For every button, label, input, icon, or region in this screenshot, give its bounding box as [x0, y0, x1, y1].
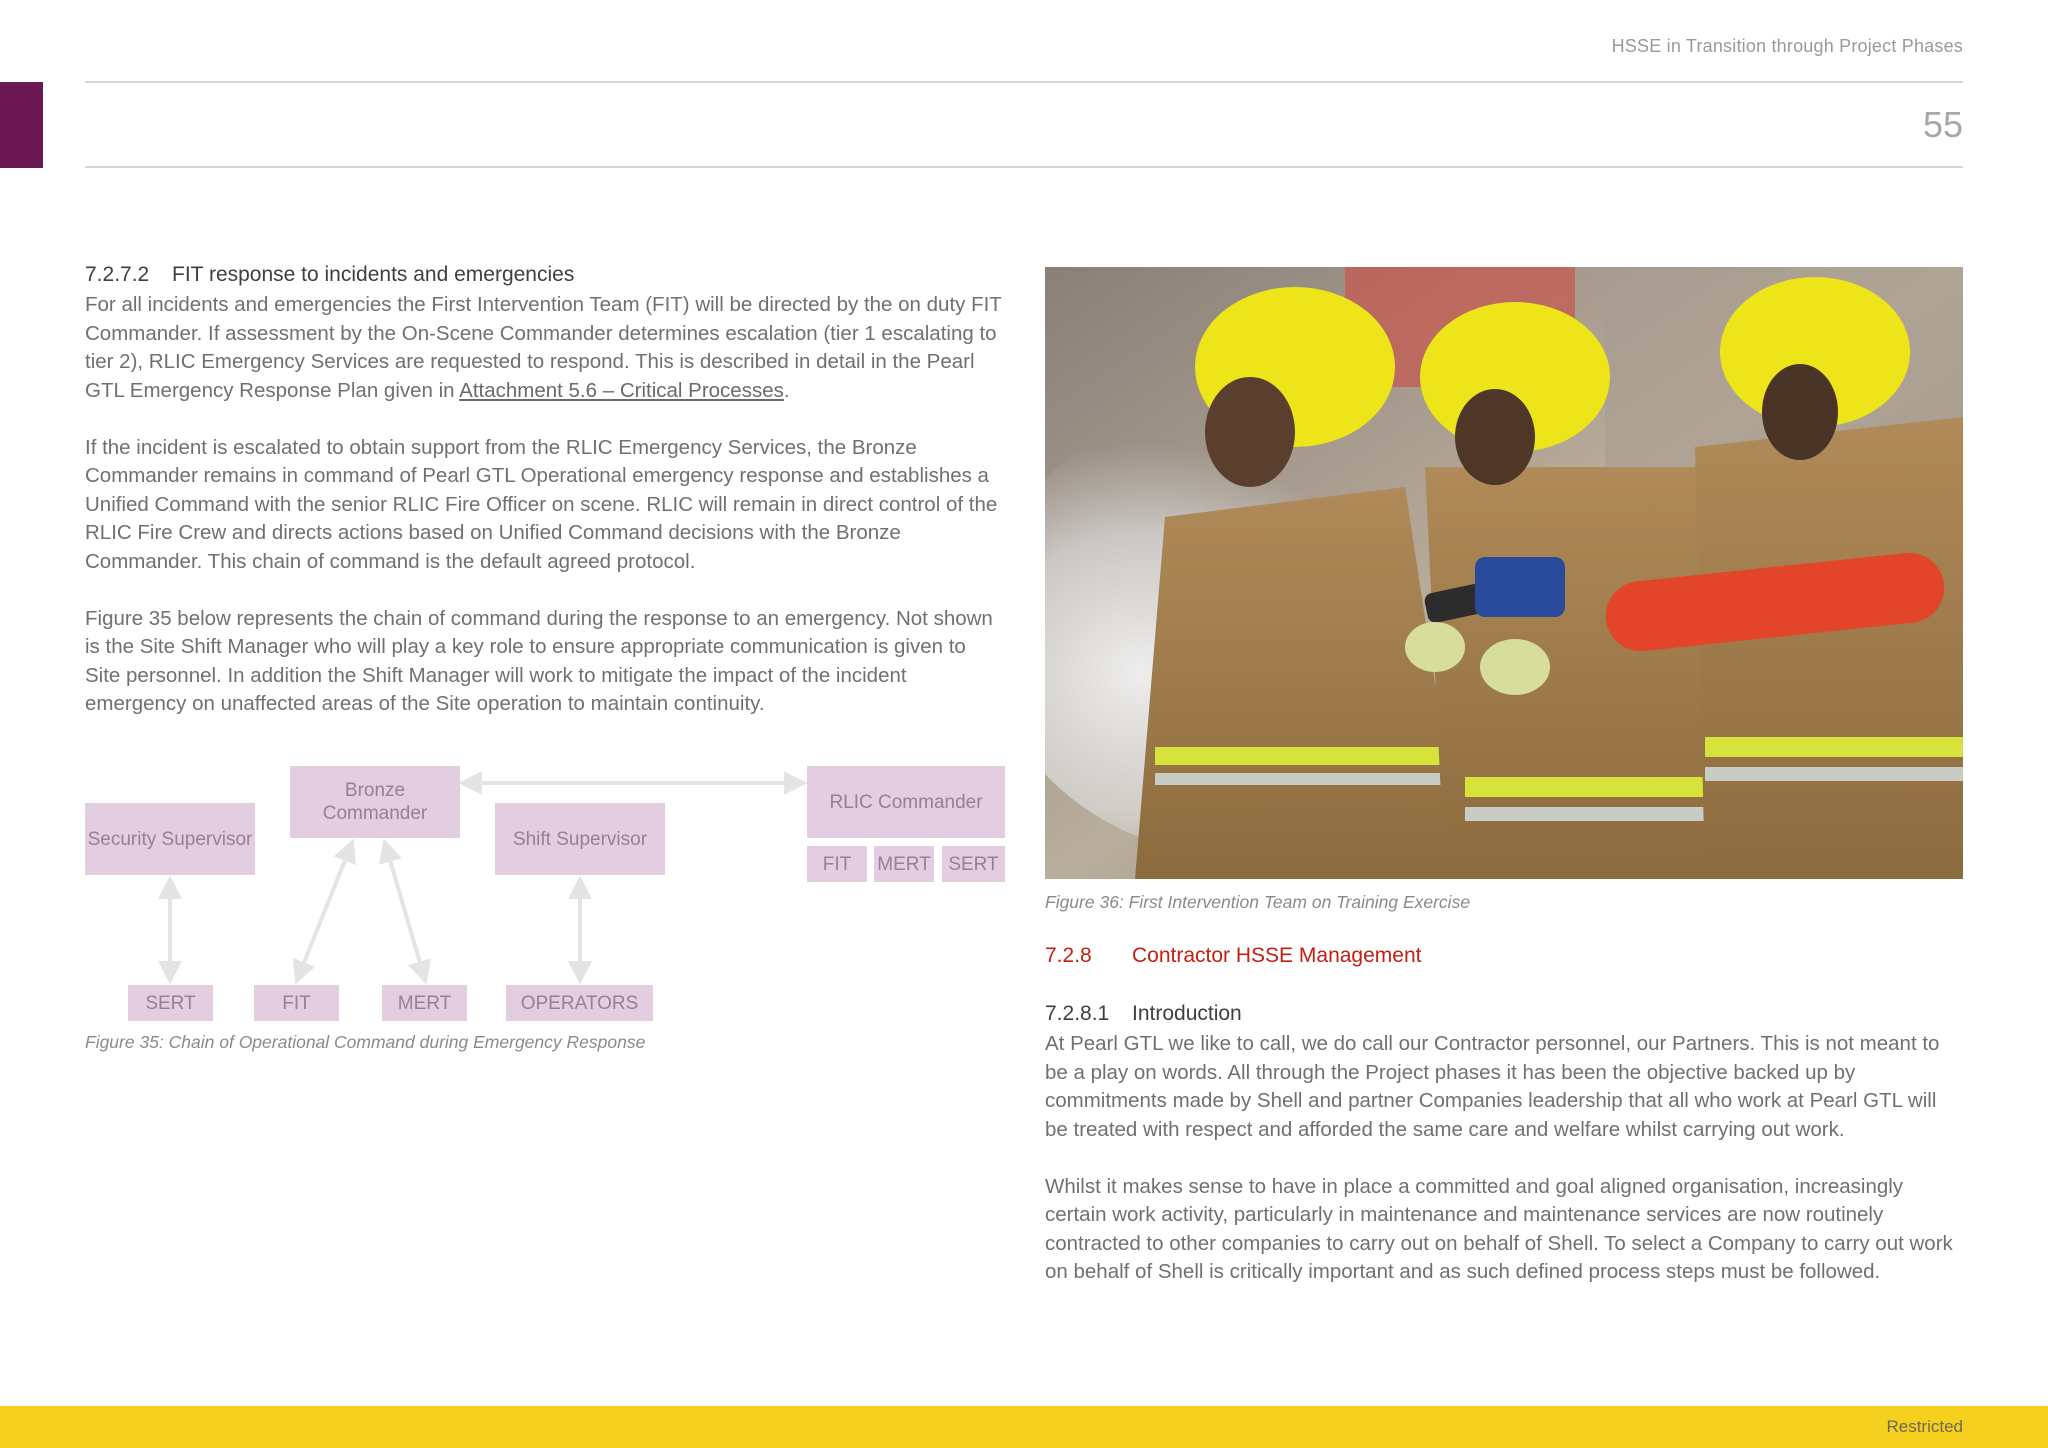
paragraph-end: .	[783, 378, 790, 402]
header-rule-top	[85, 81, 1963, 83]
footer-bar	[0, 1406, 2048, 1448]
classification-label: Restricted	[1886, 1417, 1963, 1436]
photo-illustration	[1045, 267, 1963, 879]
node-sert: SERT	[128, 985, 213, 1021]
node-rlic-fit: FIT	[807, 846, 867, 882]
node-shift-supervisor: Shift Supervisor	[495, 803, 665, 875]
paragraph-escalation: If the incident is escalated to obtain support from the RLIC Emergency Services, the Bronze Commander remains in command of Pearl GTL Operational emergency response and establishes a Unified Command with the senior RLIC Fire Officer on scene. RLIC will remain in direct control of the RLIC Fire Crew and directs actions based on Unified Command decisions with the Bronze Commander. This chain of command is the default agreed protocol.	[85, 435, 998, 573]
node-bronze-commander: Bronze Commander	[290, 766, 460, 838]
section-number: 7.2.8	[1045, 944, 1092, 967]
page-number: 55	[1922, 104, 1963, 145]
subsection-number: 7.2.7.2	[85, 263, 150, 286]
running-header: HSSE in Transition through Project Phases	[1611, 36, 1963, 56]
accent-block	[0, 82, 43, 168]
attachment-link[interactable]: Attachment 5.6 – Critical Processes	[459, 378, 784, 402]
section-title: Contractor HSSE Management	[1132, 944, 1422, 967]
paragraph-fit-response	[85, 291, 1005, 405]
header-rule-bottom	[85, 166, 1963, 168]
paragraph-partners: At Pearl GTL we like to call, we do call our Contractor personnel, our Partners. This is not meant to be a play on words. All through the Project phases it has been the objective backed up by commitments made by Shell and partner Companies leadership that all who work at Pearl GTL will be treated with respect and afforded the same care and welfare whilst carrying out work.	[1045, 1032, 1940, 1141]
arrow-bronze-fit	[297, 843, 352, 980]
firefighters-photo	[1045, 267, 1963, 879]
subsection-heading-introduction	[1045, 1000, 1963, 1028]
subsection-title: FIT response to incidents and emergencies	[172, 263, 575, 286]
right-column	[1045, 942, 1963, 1287]
subsection-title: Introduction	[1132, 1002, 1242, 1025]
paragraph-contracting: Whilst it makes sense to have in place a committed and goal aligned organisation, increasingly certain work activity, particularly in maintenance and maintenance services are now routinely contracted to other companies to carry out on behalf of Shell. To select a Company to carry out work on behalf of Shell is critically important and as such defined process steps must be followed.	[1045, 1174, 1953, 1283]
node-operators: OPERATORS	[506, 985, 653, 1021]
node-rlic-commander: RLIC Commander	[807, 766, 1005, 838]
figure-35-caption: Figure 35: Chain of Operational Command during Emergency Response	[85, 1032, 646, 1052]
chain-of-command-diagram	[85, 760, 1005, 1060]
paragraph-chain-of-command: Figure 35 below represents the chain of command during the response to an emergency. Not shown is the Site Shift Manager who will play a key role to ensure appropriate communication is given to Site personnel. In addition the Shift Manager will work to mitigate the impact of the incident emergency on unaffected areas of the Site operation to maintain continuity.	[85, 606, 993, 715]
subsection-heading-fit-response	[85, 261, 1005, 289]
section-heading-contractor-hsse	[1045, 942, 1963, 970]
subsection-number: 7.2.8.1	[1045, 1002, 1110, 1025]
node-rlic-mert: MERT	[874, 846, 934, 882]
arrow-bronze-mert	[385, 843, 425, 980]
node-mert: MERT	[382, 985, 467, 1021]
node-rlic-sert: SERT	[942, 846, 1005, 882]
node-security-supervisor: Security Supervisor	[85, 803, 255, 875]
figure-36-caption: Figure 36: First Intervention Team on Training Exercise	[1045, 892, 1471, 912]
paragraph-text: For all incidents and emergencies the First Intervention Team (FIT) will be directed by the on duty FIT Commander. If assessment by the On-Scene Commander determines escalation (tier 1 escalating to tier 2), RLIC Emergency Services are requested to respond. This is described in detail in the Pearl GTL Emergency Response Plan given in	[85, 293, 1002, 402]
left-column	[85, 261, 1005, 719]
node-fit: FIT	[254, 985, 339, 1021]
